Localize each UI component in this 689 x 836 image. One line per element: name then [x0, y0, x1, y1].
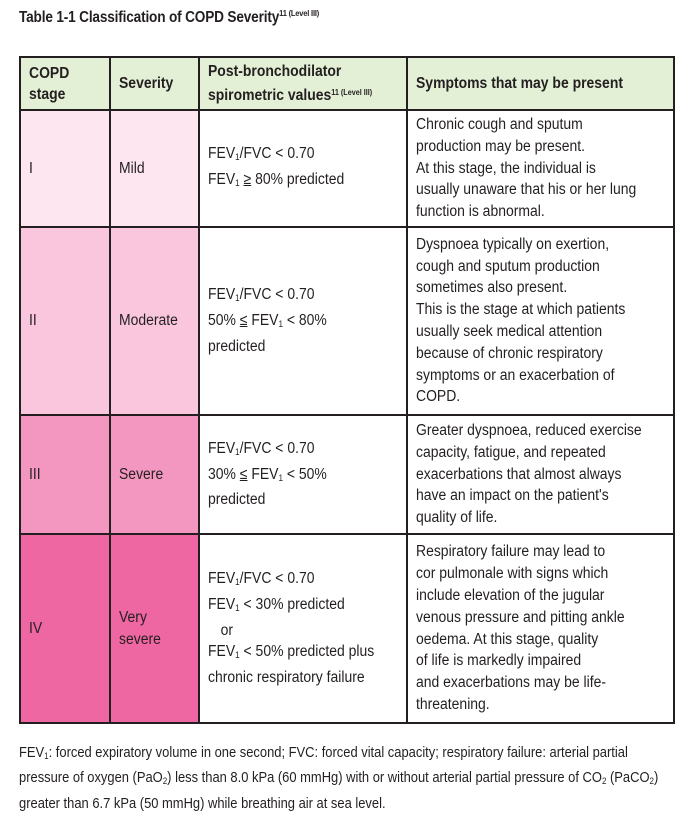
spiro-line: $FEV_1$/FVC < 0.70: [208, 439, 315, 457]
symptom-line: Greater dyspnoea, reduced exercise: [416, 422, 642, 439]
symptom-line: usually seek medical attention: [416, 323, 603, 340]
table-footnote: [19, 742, 675, 815]
header-severity: [110, 57, 199, 110]
severity-label: Very: [119, 608, 148, 626]
symptoms-cell: [407, 534, 674, 723]
spiro-line: predicted: [208, 491, 266, 509]
footnote-line: pressure of oxygen (PaO$_2$) less than 8.0 kPa (60 mmHg) with or without arterial partial pressure of $CO_2$ (PaCO$_2$): [19, 770, 659, 787]
header-text: stage: [29, 85, 66, 103]
symptom-line: This is the stage at which patients: [416, 301, 626, 319]
stage-cell: [20, 227, 110, 415]
title-reference: 11 (Level III): [279, 8, 320, 18]
symptom-line: have an impact on the patient's: [416, 487, 609, 505]
symptom-line: usually unaware that his or her lung: [416, 181, 637, 199]
stage-label: III: [29, 465, 41, 483]
stage-cell: [20, 534, 110, 723]
severity-cell: [110, 534, 199, 723]
header-symptoms: [407, 57, 674, 110]
spirometry-cell: [199, 415, 407, 534]
symptom-line: COPD.: [416, 388, 461, 406]
spiro-line: predicted: [208, 337, 266, 355]
spiro-line: $FEV_1$/FVC < 0.70: [208, 144, 315, 162]
header-text: Post-bronchodilator: [208, 63, 342, 80]
spiro-line: $FEV_1$/FVC < 0.70: [208, 570, 315, 587]
header-copd-stage: [20, 57, 110, 110]
symptom-line: Respiratory failure may lead to: [416, 543, 606, 561]
symptom-line: quality of life.: [416, 509, 498, 527]
symptom-line: sometimes also present.: [416, 279, 568, 297]
symptom-line: function is abnormal.: [416, 203, 545, 221]
symptom-line: Dyspnoea typically on exertion,: [416, 235, 610, 253]
table-title-text: Table 1-1 Classification of COPD Severity: [19, 9, 280, 26]
spiro-line: or: [220, 621, 234, 639]
copd-classification-table: [19, 56, 675, 724]
header-text: Severity: [119, 75, 174, 92]
table-row-stage-2: [20, 227, 674, 415]
header-text: spirometric values: [208, 87, 332, 104]
stage-cell: [20, 415, 110, 534]
spiro-line: $50\% \le FEV_1 < 80\%$: [208, 312, 328, 330]
symptom-line: cough and sputum production: [416, 257, 601, 275]
header-text: COPD: [29, 64, 70, 82]
severity-label: severe: [119, 630, 162, 648]
spiro-line: $30\% \le FEV_1 < 50\%$: [208, 465, 328, 483]
stage-label: II: [29, 312, 37, 330]
severity-cell: [110, 110, 199, 227]
symptom-line: because of chronic respiratory: [416, 344, 604, 362]
severity-cell: [110, 227, 199, 415]
symptoms-cell: [407, 415, 674, 534]
symptom-line: venous pressure and pitting ankle: [416, 608, 625, 626]
symptom-line: threatening.: [416, 695, 490, 713]
header-spirometric-values: [199, 57, 407, 110]
table-title: [19, 8, 319, 27]
header-text: Symptoms that may be present: [416, 75, 624, 92]
stage-label: I: [29, 159, 33, 177]
spirometry-cell: [199, 227, 407, 415]
table-header-row: [20, 57, 674, 110]
spirometry-cell: [199, 110, 407, 227]
table-row-stage-4: [20, 534, 674, 723]
footnote-line: $FEV_1$: forced expiratory volume in one second; FVC: forced vital capacity; respiratory failure: arterial partial: [19, 745, 628, 761]
spiro-line: $FEV_1 \ge 80\%$ predicted: [208, 170, 345, 188]
symptom-line: of life is markedly impaired: [416, 652, 582, 670]
symptoms-cell: [407, 110, 674, 227]
spiro-line: $FEV_1$/FVC < 0.70: [208, 286, 315, 304]
spiro-line: $FEV_1 < 50\%$ predicted plus: [208, 643, 375, 661]
symptom-line: production may be present.: [416, 137, 586, 155]
footnote-line: greater than 6.7 kPa (50 mmHg) while breathing air at sea level.: [19, 795, 386, 812]
severity-cell: [110, 415, 199, 534]
table-row-stage-3: [20, 415, 674, 534]
spiro-line: $FEV_1 < 30\%$ predicted: [208, 595, 346, 613]
symptom-line: symptoms or an exacerbation of: [416, 366, 615, 384]
stage-cell: [20, 110, 110, 227]
spirometry-cell: [199, 534, 407, 723]
symptom-line: exacerbations that almost always: [416, 465, 622, 483]
severity-label: Moderate: [119, 312, 179, 330]
symptom-line: cor pulmonale with signs which: [416, 565, 609, 583]
symptom-line: At this stage, the individual is: [416, 159, 597, 177]
symptom-line: capacity, fatigue, and repeated: [416, 443, 607, 461]
symptom-line: Chronic cough and sputum: [416, 116, 583, 133]
severity-label: Mild: [119, 159, 146, 177]
symptom-line: include elevation of the jugular: [416, 586, 605, 604]
table-row-stage-1: [20, 110, 674, 227]
header-reference: 11 (Level III): [331, 88, 373, 97]
spiro-line: chronic respiratory failure: [208, 669, 365, 687]
symptom-line: oedema. At this stage, quality: [416, 630, 599, 648]
symptom-line: and exacerbations may be life-: [416, 674, 607, 692]
severity-label: Severe: [119, 465, 164, 483]
stage-label: IV: [29, 619, 43, 637]
symptoms-cell: [407, 227, 674, 415]
